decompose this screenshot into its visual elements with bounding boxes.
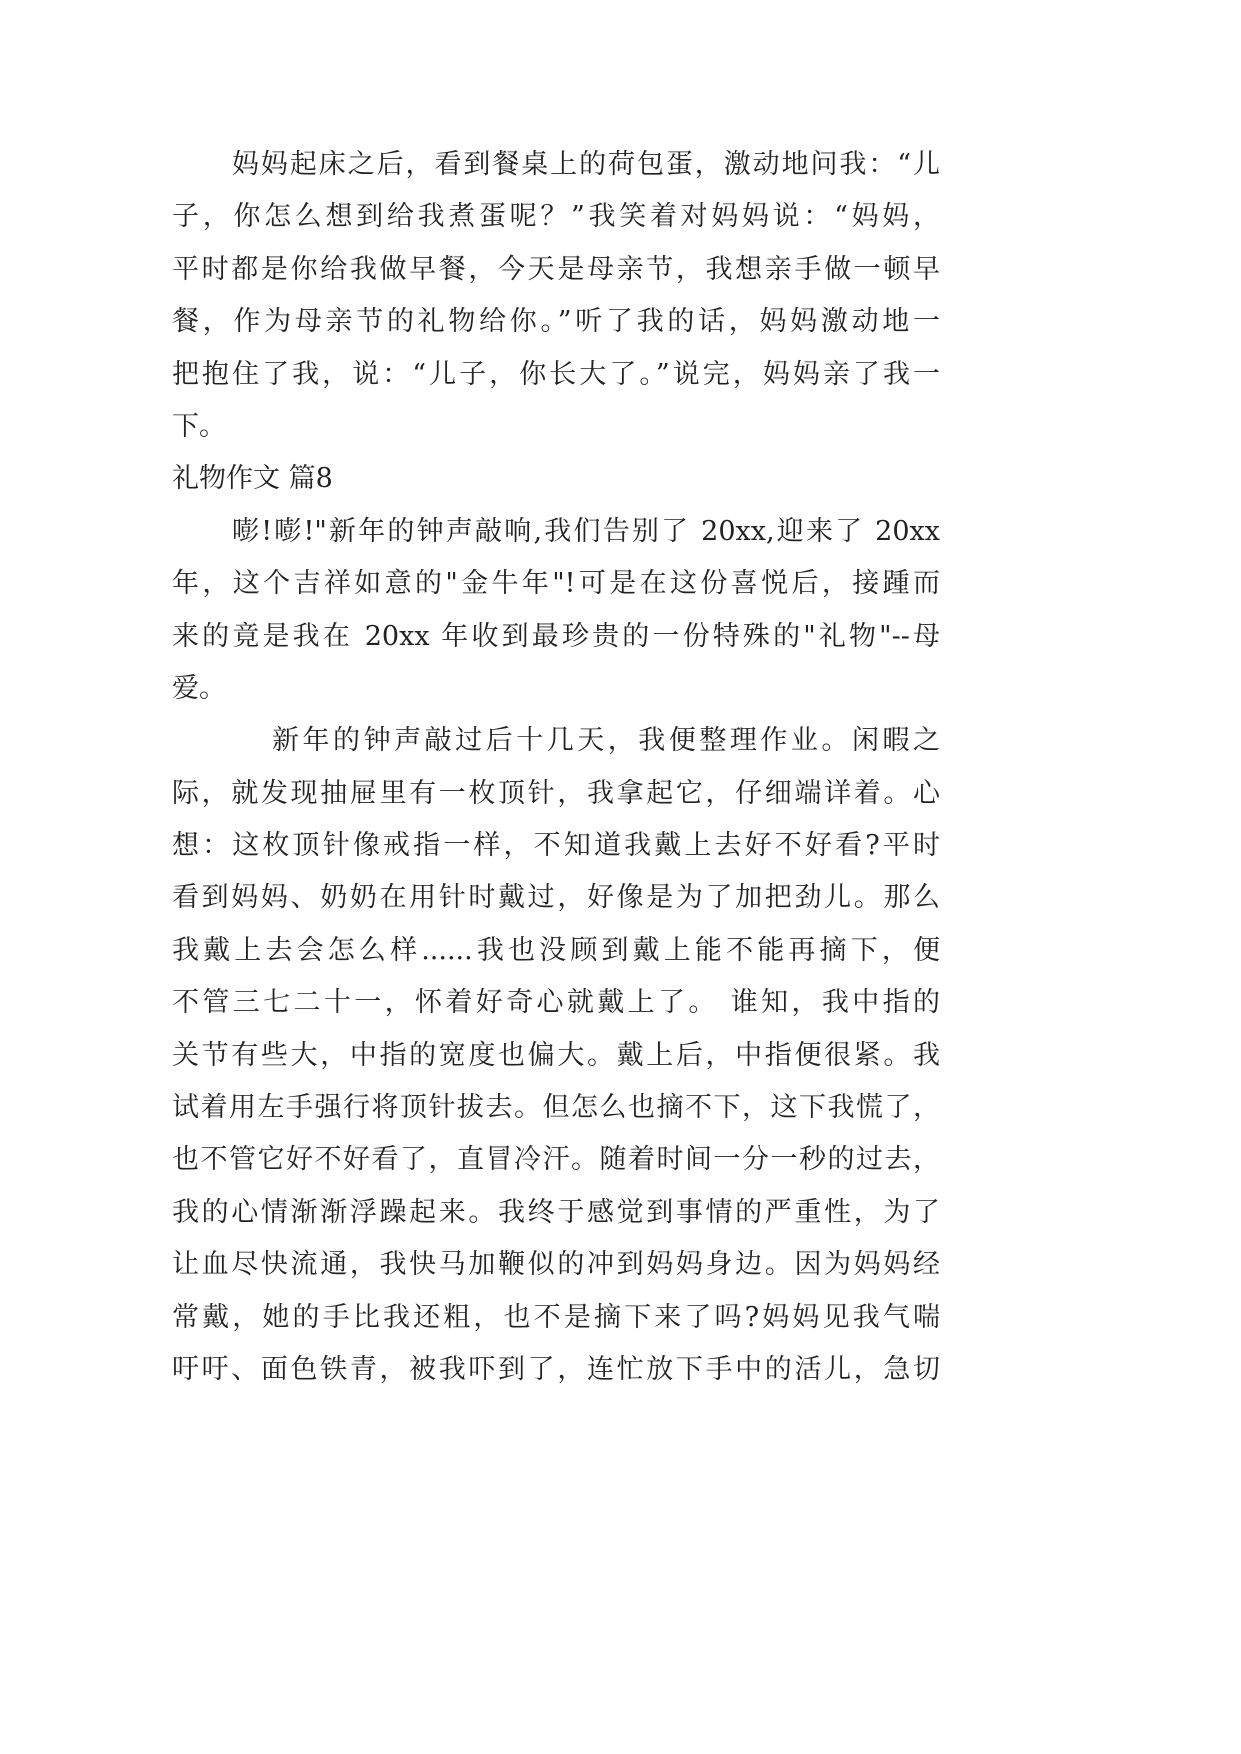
paragraph-2: [172, 506, 940, 716]
text-line: 试着用左手强行将顶针拔去。但怎么也摘不下，这下我慌了，: [172, 1092, 940, 1124]
text-line: 爱。: [172, 672, 226, 704]
text-line: 子，你怎么想到给我煮蛋呢？”我笑着对妈妈说：“妈妈，: [172, 201, 940, 233]
text-line: 不管三七二十一，怀着好奇心就戴上了。 谁知，我中指的: [172, 987, 940, 1019]
text-line: 妈妈起床之后，看到餐桌上的荷包蛋，激动地问我：“儿: [232, 149, 940, 180]
text-line: 想：这枚顶针像戒指一样，不知道我戴上去好不好看?平时: [172, 830, 940, 862]
text-line: 让血尽快流通，我快马加鞭似的冲到妈妈身边。因为妈妈经: [172, 1249, 940, 1281]
section-heading: 礼物作文 篇8: [172, 463, 333, 495]
text-line: 吁吁、面色铁青，被我吓到了，连忙放下手中的活儿，急切: [172, 1353, 940, 1385]
text-line: 下。: [172, 410, 226, 442]
text-line: 际，就发现抽屉里有一枚顶针，我拿起它，仔细端详着。心: [172, 777, 940, 809]
text-line: 我的心情渐渐浮躁起来。我终于感觉到事情的严重性，为了: [172, 1196, 940, 1228]
text-line: 嘭!嘭!"新年的钟声敲响,我们告别了 20xx,迎来了 20xx: [232, 515, 940, 547]
text-line: 关节有些大，中指的宽度也偏大。戴上后，中指便很紧。我: [172, 1039, 940, 1071]
text-line: 年，这个吉祥如意的"金牛年"!可是在这份喜悦后，接踵而: [172, 568, 940, 600]
text-line: 平时都是你给我做早餐，今天是母亲节，我想亲手做一顿早: [172, 253, 940, 285]
document-page: [172, 139, 940, 1396]
paragraph-3: [172, 715, 940, 1396]
text-line: 来的竟是我在 20xx 年收到最珍贵的一份特殊的"礼物"--母: [172, 620, 940, 652]
text-line: 新年的钟声敲过后十几天，我便整理作业。闲暇之: [272, 725, 940, 757]
text-line: 常戴，她的手比我还粗，也不是摘下来了吗?妈妈见我气喘: [172, 1301, 940, 1333]
text-line: 也不管它好不好看了，直冒冷汗。随着时间一分一秒的过去，: [172, 1144, 940, 1176]
text-line: 餐，作为母亲节的礼物给你。”听了我的话，妈妈激动地一: [172, 306, 940, 338]
paragraph-1: [172, 139, 940, 453]
text-line: 看到妈妈、奶奶在用针时戴过，好像是为了加把劲儿。那么: [172, 882, 940, 914]
text-line: 把抱住了我，说：“儿子，你长大了。”说完，妈妈亲了我一: [172, 358, 940, 390]
text-line: 我戴上去会怎么样......我也没顾到戴上能不能再摘下，便: [172, 934, 940, 966]
